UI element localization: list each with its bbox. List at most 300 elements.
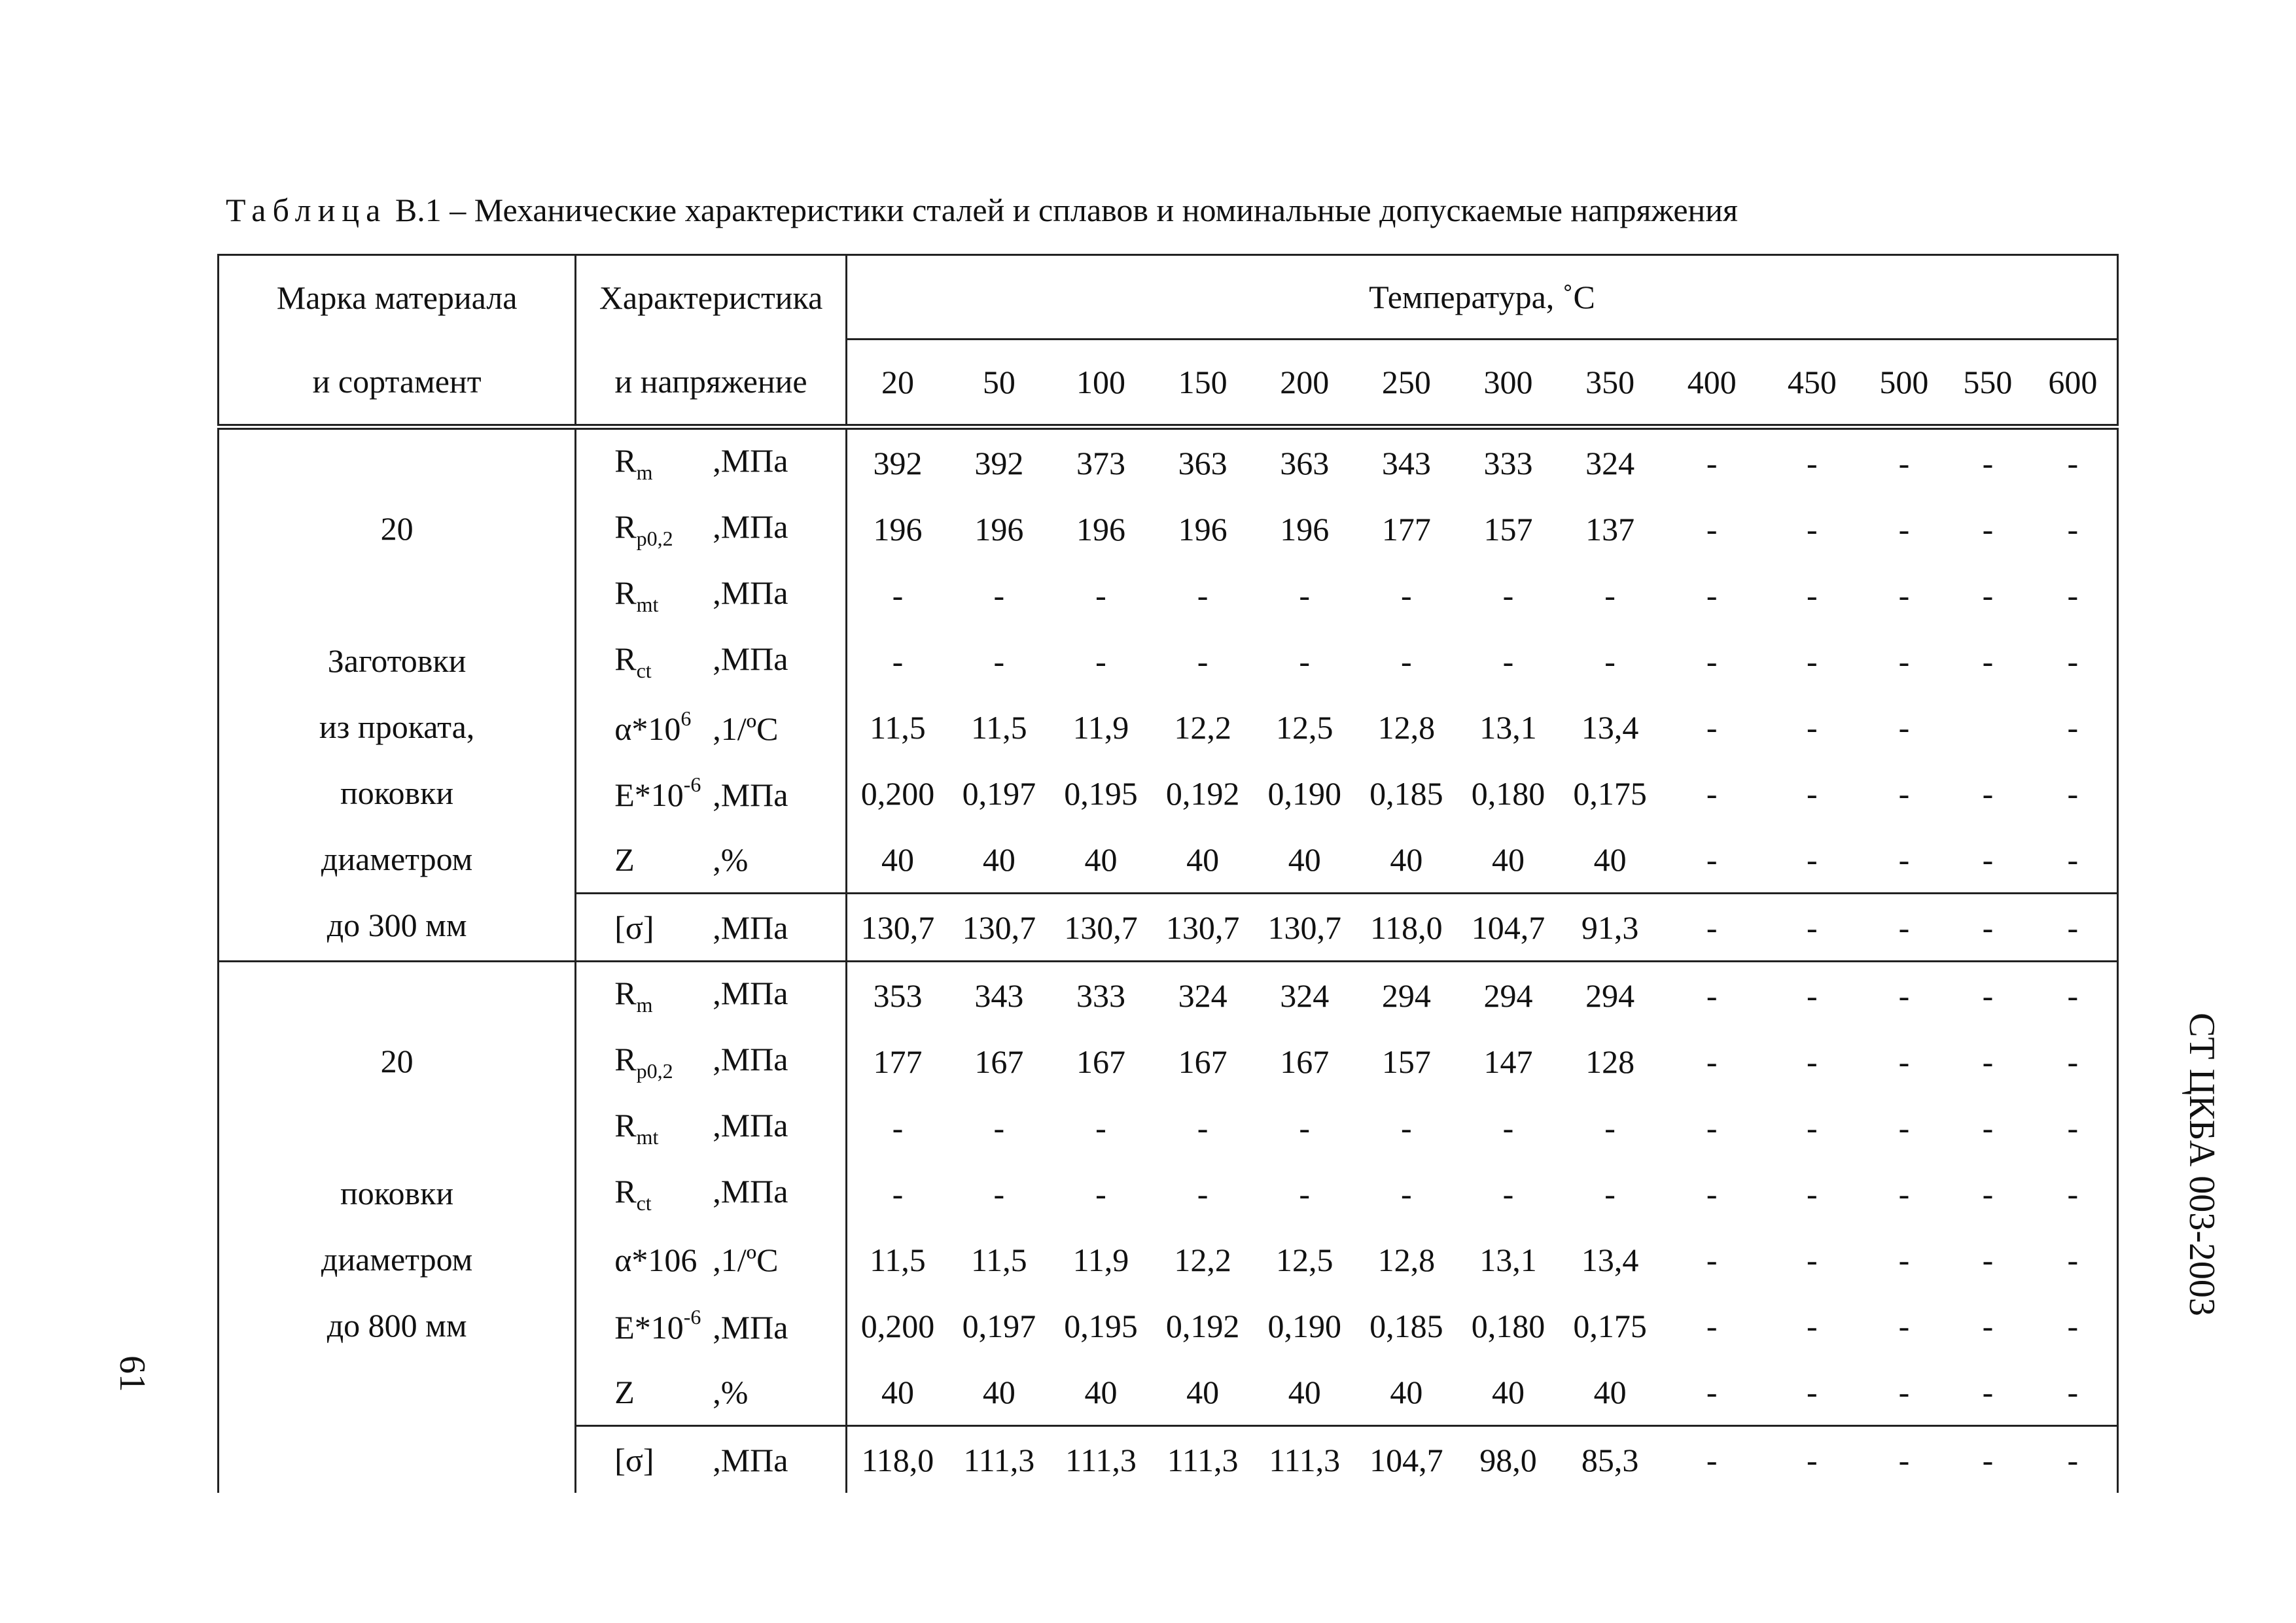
value-cell: 130,7: [948, 894, 1050, 962]
characteristic-cell: [576, 962, 847, 1029]
value-cell: 0,175: [1573, 1307, 1647, 1344]
value-cell: -: [1807, 1373, 1818, 1410]
value-cell: -: [892, 1175, 904, 1212]
value-cell: -: [1898, 642, 1910, 680]
temperature-header-cell: 100: [1050, 340, 1152, 427]
value-cell: -: [1982, 775, 1994, 812]
value-cell: -: [1898, 1307, 1910, 1344]
value-cell: -: [1898, 1109, 1910, 1146]
characteristic-unit: ,%: [713, 841, 749, 878]
material-line: диаметром: [321, 841, 473, 877]
symbol-subscript: p0,2: [636, 1058, 673, 1083]
value-cell: 130,7: [846, 894, 948, 962]
temperature-header-cell: 150: [1152, 340, 1254, 427]
value-cell: -: [2029, 1094, 2118, 1161]
value-cell: 130,7: [1050, 894, 1152, 962]
value-cell: -: [1502, 576, 1514, 614]
value-cell: 196: [1076, 510, 1125, 548]
characteristic-cell: [576, 826, 847, 894]
value-cell: -: [1095, 1175, 1106, 1212]
value-cell: 12,5: [1275, 1241, 1333, 1278]
value-cell: -: [1862, 1426, 1947, 1493]
value-cell: 196: [1178, 510, 1227, 548]
header-char-line1: Характеристика: [576, 255, 847, 340]
caption-text: В.1 – Механические характеристики сталей и сплавов и номинальные допускаемые напряжения: [387, 192, 1739, 228]
properties-table: [217, 254, 2119, 1493]
symbol-main: Z: [614, 1373, 635, 1410]
value-cell: -: [2029, 562, 2118, 628]
value-cell: 40: [1186, 841, 1220, 878]
value-cell: 0,192: [1165, 775, 1240, 812]
value-cell: 0,200: [860, 1307, 935, 1344]
value-cell: -: [1807, 775, 1818, 812]
symbol-main: E*10: [614, 1309, 684, 1346]
characteristic-symbol: [614, 1106, 713, 1149]
value-cell: -: [1807, 510, 1818, 548]
value-cell: 11,9: [1072, 1241, 1129, 1278]
value-cell: -: [1982, 1373, 1994, 1410]
characteristic-cell: [576, 562, 847, 628]
value-cell: -: [892, 642, 904, 680]
material-line: [393, 562, 401, 628]
temperature-header-cell: 50: [948, 340, 1050, 427]
value-cell: -: [1862, 427, 1947, 497]
value-cell: 294: [1457, 962, 1559, 1029]
value-cell: -: [1947, 962, 2029, 1029]
value-cell: 294: [1356, 962, 1458, 1029]
value-cell: -: [1807, 1043, 1818, 1080]
value-cell: 40: [982, 841, 1016, 878]
characteristic-cell: [576, 760, 847, 826]
value-cell: -: [1982, 1109, 1994, 1146]
characteristic-symbol: [614, 974, 713, 1017]
symbol-main: Z: [614, 841, 635, 878]
symbol-main: R: [614, 1106, 637, 1143]
symbol-main: α*10: [614, 710, 681, 747]
characteristic-unit: ,1/ºC: [713, 1241, 779, 1278]
value-cell: -: [2029, 1028, 2118, 1094]
characteristic-cell: [576, 628, 847, 694]
value-cell: -: [1197, 1109, 1209, 1146]
value-cell: 40: [881, 1373, 914, 1410]
characteristic-unit: ,МПа: [713, 1441, 788, 1478]
characteristic-symbol: [614, 508, 713, 551]
temperature-header-cell: 20: [846, 340, 948, 427]
value-cell: -: [1982, 510, 1994, 548]
temperature-header-cell: 250: [1356, 340, 1458, 427]
value-cell: -: [1604, 642, 1616, 680]
value-cell: -: [1898, 510, 1910, 548]
value-cell: 167: [1076, 1043, 1125, 1080]
characteristic-cell: [576, 1359, 847, 1426]
characteristic-unit: ,1/ºC: [713, 710, 779, 747]
value-cell: 0,192: [1165, 1307, 1240, 1344]
value-cell: 363: [1254, 427, 1356, 497]
symbol-subscript: m: [636, 992, 653, 1017]
value-cell: 13,1: [1479, 1241, 1537, 1278]
value-cell: 98,0: [1457, 1426, 1559, 1493]
material-cell: [219, 427, 576, 962]
value-cell: -: [1299, 576, 1311, 614]
value-cell: 91,3: [1559, 894, 1661, 962]
value-cell: 324: [1559, 427, 1661, 497]
material-line: [393, 430, 401, 496]
value-cell: 11,9: [1072, 708, 1129, 746]
material-line: до 300 мм: [327, 907, 467, 943]
value-cell: 196: [1280, 510, 1330, 548]
value-cell: -: [1706, 1307, 1718, 1344]
characteristic-unit: ,МПа: [713, 508, 788, 545]
value-cell: 0,197: [962, 775, 1036, 812]
value-cell: -: [1604, 1175, 1616, 1212]
value-cell: 118,0: [846, 1426, 948, 1493]
value-cell: -: [1706, 1241, 1718, 1278]
value-cell: 40: [881, 841, 914, 878]
value-cell: -: [1763, 1426, 1862, 1493]
characteristic-unit: ,МПа: [713, 909, 788, 946]
table-row: [219, 962, 2118, 1029]
value-cell: 157: [1381, 1043, 1431, 1080]
value-cell: -: [2029, 1161, 2118, 1227]
value-cell: 0,185: [1369, 775, 1443, 812]
value-cell: 324: [1254, 962, 1356, 1029]
value-cell: -: [1706, 642, 1718, 680]
value-cell: 12,8: [1377, 1241, 1436, 1278]
value-cell: 343: [948, 962, 1050, 1029]
value-cell: -: [2029, 427, 2118, 497]
symbol-superscript: -6: [683, 773, 701, 796]
value-cell: 40: [1390, 1373, 1423, 1410]
value-cell: 0,190: [1267, 775, 1341, 812]
value-cell: -: [2029, 628, 2118, 694]
symbol-subscript: m: [636, 460, 653, 484]
value-cell: -: [1807, 708, 1818, 746]
symbol-main: [σ]: [614, 1441, 654, 1478]
value-cell: 137: [1585, 510, 1635, 548]
value-cell: -: [2029, 826, 2118, 894]
characteristic-unit: ,МПа: [713, 777, 788, 813]
value-cell: -: [1807, 1307, 1818, 1344]
material-line: [393, 1094, 401, 1161]
symbol-subscript: mt: [636, 592, 659, 616]
value-cell: 40: [982, 1373, 1016, 1410]
value-cell: -: [1604, 1109, 1616, 1146]
value-cell: 147: [1483, 1043, 1533, 1080]
characteristic-cell: [576, 1094, 847, 1161]
symbol-main: R: [614, 974, 637, 1011]
characteristic-unit: ,МПа: [713, 574, 788, 611]
value-cell: -: [1604, 576, 1616, 614]
header-char-line2: и напряжение: [576, 340, 847, 427]
value-cell: -: [2029, 694, 2118, 760]
value-cell: -: [1706, 510, 1718, 548]
value-cell: 0,190: [1267, 1307, 1341, 1344]
material-line: Заготовки: [327, 642, 467, 679]
value-cell: -: [1502, 642, 1514, 680]
value-cell: -: [1898, 708, 1910, 746]
value-cell: -: [1763, 427, 1862, 497]
value-cell: 40: [1084, 841, 1118, 878]
value-cell: -: [1807, 841, 1818, 878]
value-cell: -: [2029, 496, 2118, 562]
value-cell: -: [1982, 642, 1994, 680]
characteristic-symbol: [614, 773, 713, 814]
symbol-main: α*106: [614, 1241, 698, 1278]
value-cell: 196: [873, 510, 923, 548]
value-cell: -: [1197, 1175, 1209, 1212]
value-cell: -: [993, 1109, 1005, 1146]
value-cell: -: [1706, 1043, 1718, 1080]
value-cell: 343: [1356, 427, 1458, 497]
value-cell: -: [1706, 1175, 1718, 1212]
material-line: до 800 мм: [327, 1307, 467, 1344]
material-line: 20: [380, 1043, 414, 1079]
value-cell: -: [892, 1109, 904, 1146]
material-line: [393, 1425, 401, 1491]
value-cell: -: [1807, 576, 1818, 614]
value-cell: 40: [1288, 1373, 1321, 1410]
characteristic-cell: [576, 1293, 847, 1359]
value-cell: -: [2029, 894, 2118, 962]
value-cell: -: [1401, 1109, 1412, 1146]
value-cell: -: [1862, 962, 1947, 1029]
value-cell: 13,4: [1581, 1241, 1639, 1278]
characteristic-symbol: [614, 707, 713, 748]
value-cell: 40: [1491, 841, 1525, 878]
value-cell: -: [2029, 1359, 2118, 1426]
document-code: СТ ЦКБА 003-2003: [2181, 1013, 2222, 1316]
symbol-subscript: ct: [636, 658, 652, 682]
header-material-line1: Марка материала: [219, 255, 576, 340]
value-cell: 128: [1585, 1043, 1635, 1080]
material-cell: [219, 962, 576, 1493]
value-cell: 0,180: [1471, 775, 1545, 812]
header-temperature: Температура, ˚С: [846, 255, 2117, 340]
table-row: [219, 427, 2118, 497]
material-line: поковки: [340, 1175, 454, 1212]
value-cell: 40: [1593, 841, 1627, 878]
value-cell: 196: [974, 510, 1024, 548]
value-cell: 294: [1559, 962, 1661, 1029]
value-cell: -: [1706, 576, 1718, 614]
characteristic-symbol: [614, 1040, 713, 1083]
characteristic-unit: ,МПа: [713, 1172, 788, 1210]
characteristic-symbol: [614, 640, 713, 683]
value-cell: 104,7: [1457, 894, 1559, 962]
temperature-header-cell: 300: [1457, 340, 1559, 427]
value-cell: -: [1502, 1175, 1514, 1212]
value-cell: -: [1661, 1426, 1763, 1493]
value-cell: -: [1982, 1307, 1994, 1344]
value-cell: -: [1982, 841, 1994, 878]
temperature-header-cell: 400: [1661, 340, 1763, 427]
temperature-header-cell: 200: [1254, 340, 1356, 427]
value-cell: -: [1299, 642, 1311, 680]
value-cell: -: [1763, 962, 1862, 1029]
symbol-main: R: [614, 1040, 637, 1077]
value-cell: -: [1299, 1109, 1311, 1146]
value-cell: -: [1706, 775, 1718, 812]
value-cell: -: [1807, 1241, 1818, 1278]
value-cell: 167: [1280, 1043, 1330, 1080]
characteristic-symbol: [614, 1305, 713, 1346]
value-cell: -: [1947, 427, 2029, 497]
value-cell: 392: [846, 427, 948, 497]
value-cell: 333: [1457, 427, 1559, 497]
value-cell: 111,3: [948, 1426, 1050, 1493]
value-cell: 40: [1491, 1373, 1525, 1410]
value-cell: -: [1706, 1373, 1718, 1410]
value-cell: -: [1898, 1241, 1910, 1278]
value-cell: -: [1898, 775, 1910, 812]
value-cell: 130,7: [1152, 894, 1254, 962]
value-cell: 167: [1178, 1043, 1227, 1080]
value-cell: -: [1982, 1241, 1994, 1278]
value-cell: -: [1095, 576, 1106, 614]
material-line: поковки: [340, 775, 454, 811]
value-cell: -: [1898, 841, 1910, 878]
value-cell: -: [1706, 708, 1718, 746]
temperature-header-cell: 450: [1763, 340, 1862, 427]
characteristic-symbol: [614, 841, 713, 879]
characteristic-cell: [576, 1426, 847, 1493]
value-cell: 11,5: [971, 1241, 1027, 1278]
value-cell: -: [1095, 1109, 1106, 1146]
characteristic-cell: [576, 894, 847, 962]
value-cell: -: [1898, 1043, 1910, 1080]
symbol-main: E*10: [614, 777, 684, 813]
value-cell: [1947, 694, 2029, 760]
value-cell: -: [1401, 1175, 1412, 1212]
characteristic-unit: ,%: [713, 1373, 749, 1410]
symbol-subscript: p0,2: [636, 526, 673, 550]
value-cell: -: [1095, 642, 1106, 680]
symbol-main: R: [614, 1172, 637, 1210]
value-cell: 40: [1288, 841, 1321, 878]
value-cell: 40: [1390, 841, 1423, 878]
value-cell: 0,197: [962, 1307, 1036, 1344]
value-cell: -: [1661, 894, 1763, 962]
value-cell: 373: [1050, 427, 1152, 497]
value-cell: -: [1807, 1175, 1818, 1212]
value-cell: 0,175: [1573, 775, 1647, 812]
value-cell: 12,5: [1275, 708, 1333, 746]
value-cell: 104,7: [1356, 1426, 1458, 1493]
characteristic-cell: [576, 1161, 847, 1227]
material-line: диаметром: [321, 1241, 473, 1278]
value-cell: 12,2: [1174, 1241, 1231, 1278]
characteristic-cell: [576, 496, 847, 562]
symbol-superscript: -6: [683, 1305, 701, 1329]
value-cell: -: [1661, 962, 1763, 1029]
value-cell: -: [2029, 760, 2118, 826]
value-cell: -: [1706, 841, 1718, 878]
temperature-header-cell: 550: [1947, 340, 2029, 427]
value-cell: 11,5: [870, 708, 926, 746]
value-cell: 167: [974, 1043, 1024, 1080]
value-cell: -: [1982, 1043, 1994, 1080]
value-cell: -: [1862, 894, 1947, 962]
value-cell: 118,0: [1356, 894, 1458, 962]
symbol-main: R: [614, 574, 637, 611]
value-cell: 40: [1084, 1373, 1118, 1410]
characteristic-symbol: [614, 909, 713, 947]
characteristic-symbol: [614, 1373, 713, 1411]
symbol-superscript: 6: [680, 707, 692, 730]
value-cell: 0,180: [1471, 1307, 1545, 1344]
characteristic-cell: [576, 427, 847, 497]
value-cell: -: [1197, 642, 1209, 680]
characteristic-unit: ,МПа: [713, 974, 788, 1011]
value-cell: 363: [1152, 427, 1254, 497]
value-cell: -: [1982, 1175, 1994, 1212]
value-cell: -: [1299, 1175, 1311, 1212]
page-number: 61: [112, 1355, 152, 1392]
value-cell: -: [2029, 1426, 2118, 1493]
value-cell: 157: [1483, 510, 1533, 548]
value-cell: 0,185: [1369, 1307, 1443, 1344]
value-cell: 13,4: [1581, 708, 1639, 746]
symbol-subscript: ct: [636, 1191, 652, 1215]
value-cell: 40: [1186, 1373, 1220, 1410]
value-cell: -: [1763, 894, 1862, 962]
value-cell: -: [1502, 1109, 1514, 1146]
symbol-main: R: [614, 442, 637, 479]
value-cell: -: [1197, 576, 1209, 614]
value-cell: -: [1807, 642, 1818, 680]
value-cell: 177: [873, 1043, 923, 1080]
value-cell: -: [1898, 1373, 1910, 1410]
value-cell: 85,3: [1559, 1426, 1661, 1493]
material-line: [393, 1359, 401, 1425]
characteristic-symbol: [614, 1172, 713, 1215]
symbol-main: R: [614, 640, 637, 677]
value-cell: -: [2029, 1293, 2118, 1359]
value-cell: 13,1: [1479, 708, 1537, 746]
value-cell: 111,3: [1254, 1426, 1356, 1493]
value-cell: 392: [948, 427, 1050, 497]
temperature-header-cell: 350: [1559, 340, 1661, 427]
value-cell: -: [2029, 962, 2118, 1029]
value-cell: -: [993, 642, 1005, 680]
characteristic-cell: [576, 694, 847, 760]
characteristic-symbol: [614, 1441, 713, 1479]
value-cell: 111,3: [1152, 1426, 1254, 1493]
value-cell: 0,195: [1064, 1307, 1138, 1344]
table-caption: [226, 191, 1738, 229]
value-cell: 324: [1152, 962, 1254, 1029]
value-cell: -: [1401, 642, 1412, 680]
value-cell: -: [2029, 1227, 2118, 1293]
value-cell: 40: [1593, 1373, 1627, 1410]
symbol-subscript: mt: [636, 1125, 659, 1149]
value-cell: -: [1898, 1175, 1910, 1212]
value-cell: 177: [1381, 510, 1431, 548]
value-cell: 111,3: [1050, 1426, 1152, 1493]
caption-label: Таблица: [226, 192, 387, 228]
value-cell: 12,2: [1174, 708, 1231, 746]
value-cell: -: [1947, 894, 2029, 962]
value-cell: 353: [846, 962, 948, 1029]
value-cell: 130,7: [1254, 894, 1356, 962]
characteristic-unit: ,МПа: [713, 1309, 788, 1346]
value-cell: -: [1401, 576, 1412, 614]
characteristic-unit: ,МПа: [713, 1106, 788, 1143]
material-line: 20: [380, 510, 414, 547]
value-cell: -: [1807, 1109, 1818, 1146]
characteristic-symbol: [614, 574, 713, 617]
value-cell: 11,5: [870, 1241, 926, 1278]
